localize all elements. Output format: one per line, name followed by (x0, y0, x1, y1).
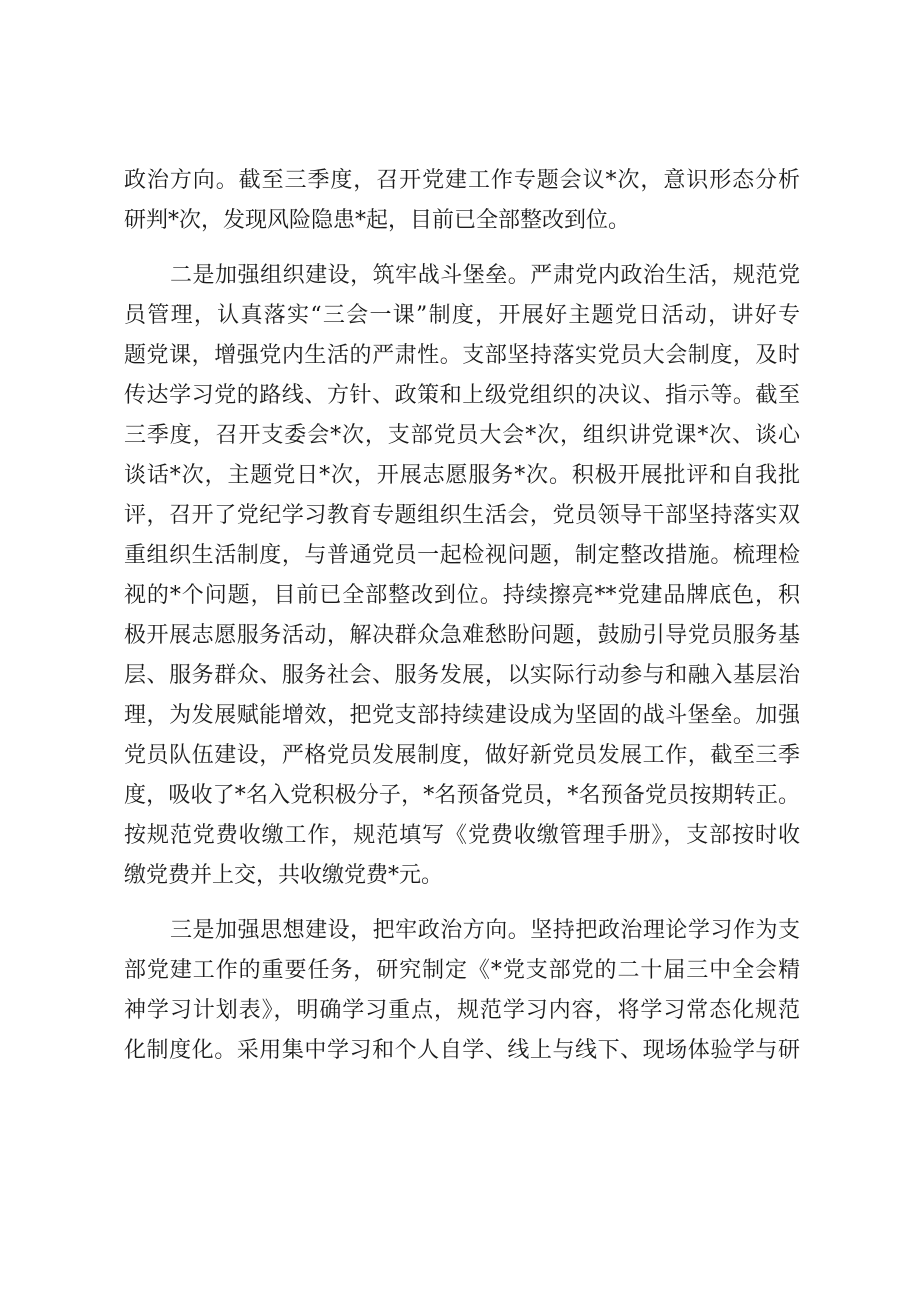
text-line: 视的*个问题，目前已全部整改到位。持续擦亮**党建品牌底色，积 (124, 583, 800, 608)
paragraph-organization-building (124, 256, 800, 896)
text-line: 极开展志愿服务活动，解决群众急难愁盼问题，鼓励引导党员服务基 (124, 623, 800, 648)
text-line: 神学习计划表》，明确学习重点，规范学习内容，将学习常态化规范 (124, 998, 800, 1023)
text-line: 评，召开了党纪学习教育专题组织生活会，党员领导干部坚持落实双 (124, 503, 800, 528)
paragraph-political-direction-continued (124, 161, 800, 241)
text-line: 层、服务群众、服务社会、服务发展，以实际行动参与和融入基层治 (124, 663, 800, 688)
text-line: 二是加强组织建设，筑牢战斗堡垒。严肃党内政治生活，规范党 (170, 263, 800, 288)
text-line: 政治方向。截至三季度，召开党建工作专题会议*次，意识形态分析 (124, 168, 800, 193)
paragraph-spacer (124, 896, 800, 911)
paragraph-ideological-building (124, 911, 800, 1071)
text-line: 度，吸收了*名入党积极分子，*名预备党员，*名预备党员按期转正。 (124, 783, 800, 808)
text-line: 重组织生活制度，与普通党员一起检视问题，制定整改措施。梳理检 (124, 543, 800, 568)
text-line: 三季度，召开支委会*次，支部党员大会*次，组织讲党课*次、谈心 (124, 423, 800, 448)
text-line: 缴党费并上交，共收缴党费*元。 (124, 863, 444, 888)
text-line: 部党建工作的重要任务，研究制定《*党支部党的二十届三中全会精 (124, 958, 800, 983)
text-line: 党员队伍建设，严格党员发展制度，做好新党员发展工作，截至三季 (124, 743, 800, 768)
text-line: 理，为发展赋能增效，把党支部持续建设成为坚固的战斗堡垒。加强 (124, 703, 800, 728)
paragraph-spacer (124, 241, 800, 256)
text-line: 研判*次，发现风险隐患*起，目前已全部整改到位。 (124, 208, 631, 233)
text-line: 化制度化。采用集中学习和个人自学、线上与线下、现场体验学与研 (124, 1038, 800, 1063)
document-body (124, 161, 800, 1071)
text-line: 题党课，增强党内生活的严肃性。支部坚持落实党员大会制度，及时 (124, 343, 800, 368)
text-line: 三是加强思想建设，把牢政治方向。坚持把政治理论学习作为支 (170, 918, 800, 943)
text-line: 员管理，认真落实“三会一课”制度，开展好主题党日活动，讲好专 (124, 303, 800, 328)
text-line: 传达学习党的路线、方针、政策和上级党组织的决议、指示等。截至 (124, 383, 800, 408)
text-line: 按规范党费收缴工作，规范填写《党费收缴管理手册》，支部按时收 (124, 823, 800, 848)
text-line: 谈话*次，主题党日*次，开展志愿服务*次。积极开展批评和自我批 (124, 463, 800, 488)
